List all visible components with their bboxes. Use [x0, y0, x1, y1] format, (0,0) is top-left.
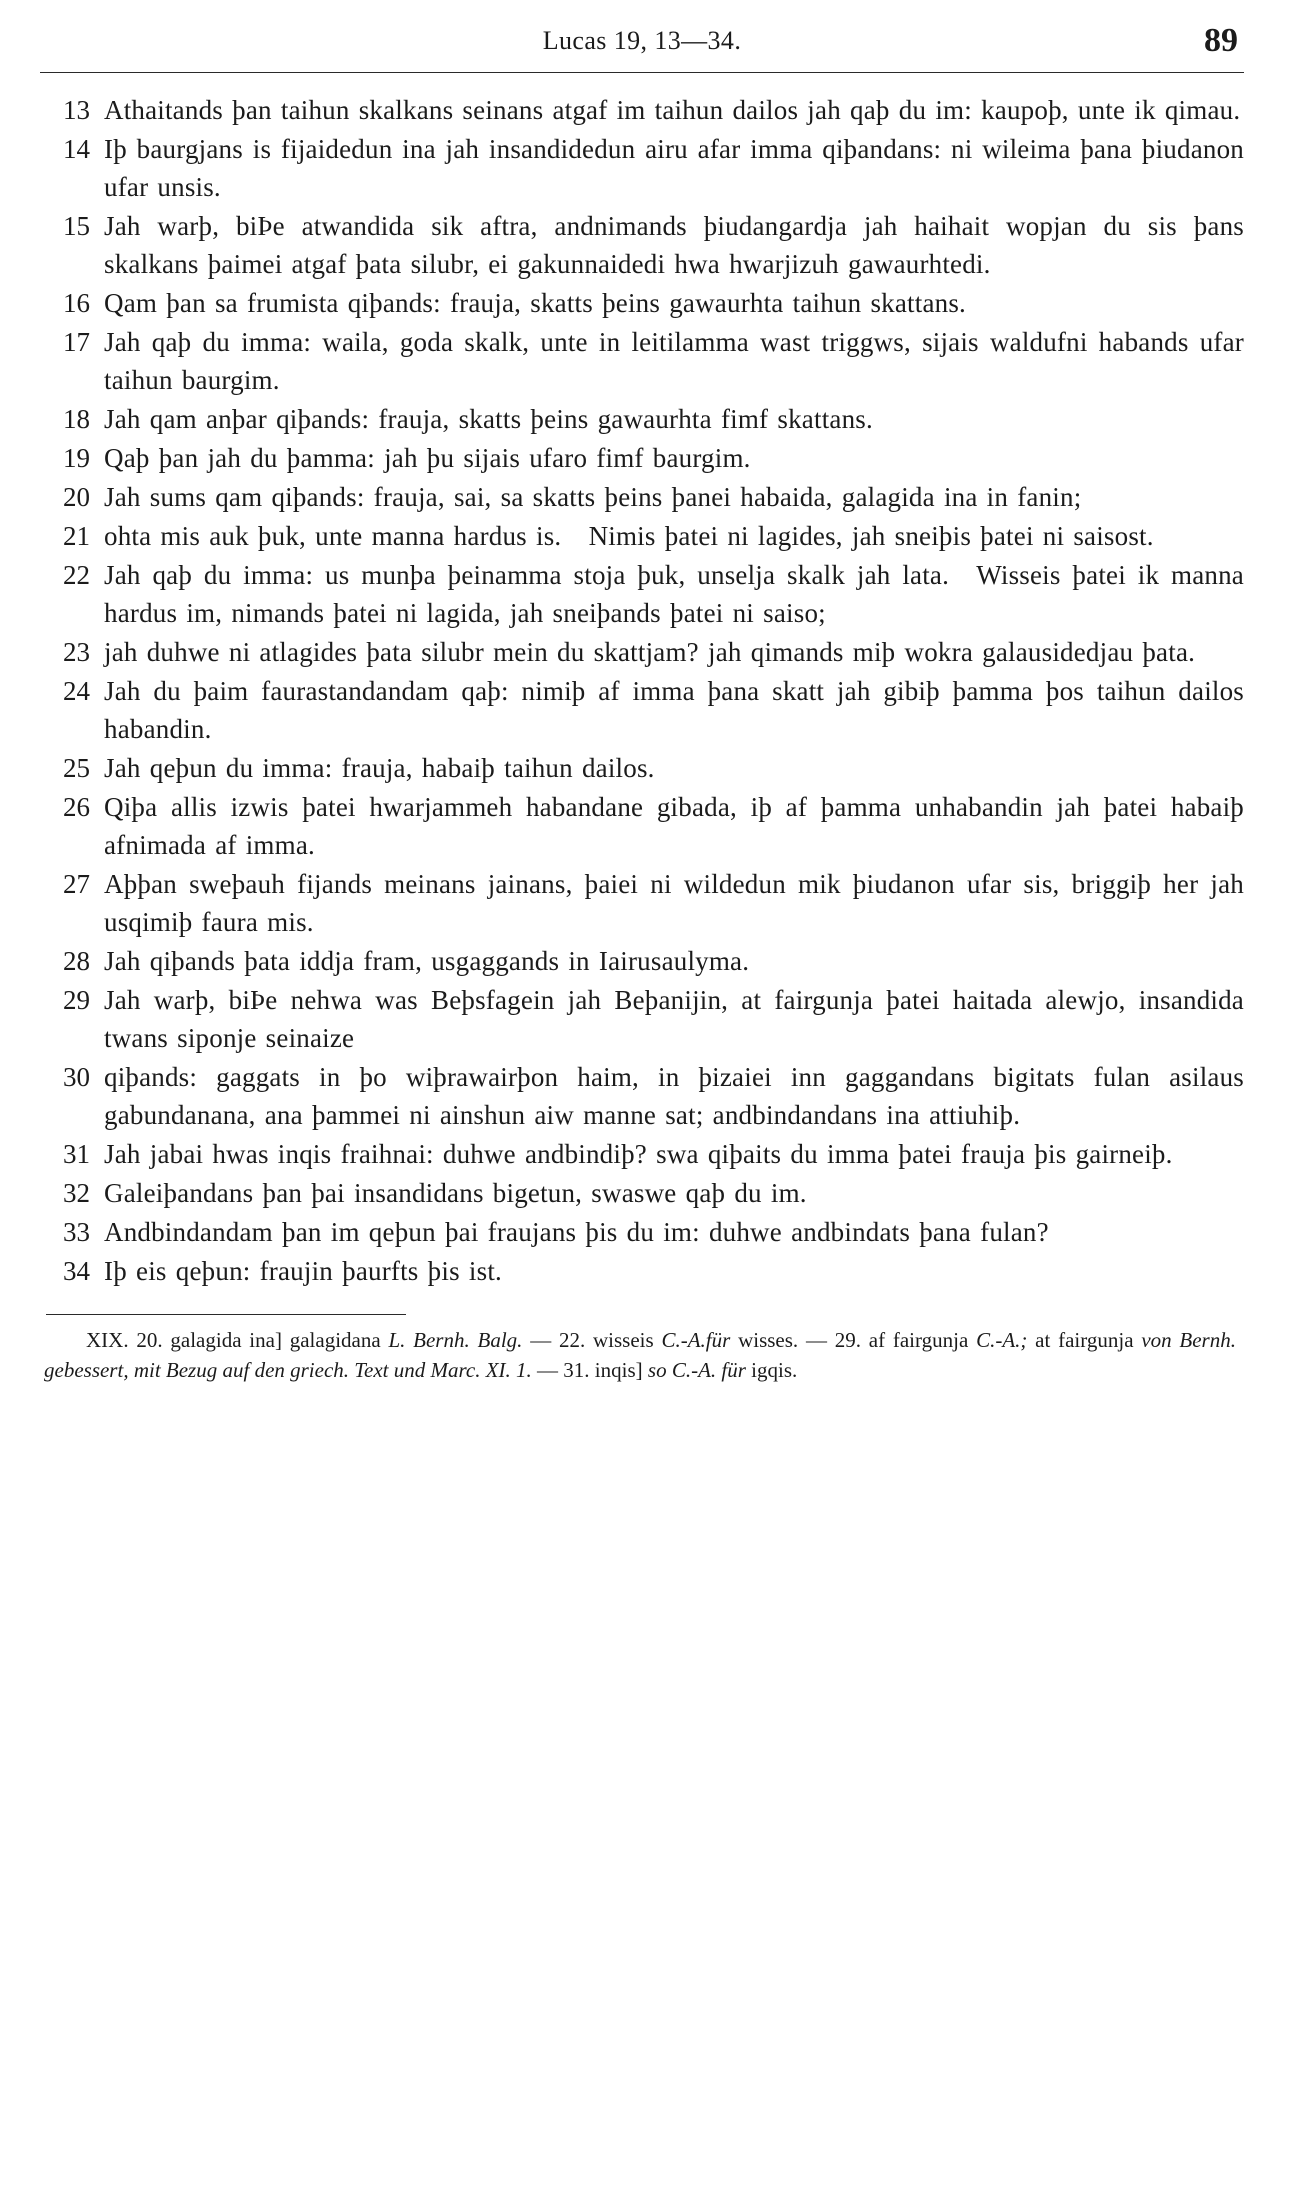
- verse-row: [44, 1213, 1244, 1251]
- footnote-text-4: at fairgunja: [1027, 1328, 1142, 1352]
- footnote-text-1: XIX. 20. galagida ina] galagidana: [86, 1328, 389, 1352]
- verse-text: qiþands: gaggats in þo wiþrawairþon haim, in þizaiei inn gaggandans bigitats fulan asilaus gabundanana, ana þammei ni ainshun aiw manne sat; andbindandans ina attiuhiþ.: [104, 1062, 1244, 1130]
- verse-number: 18: [63, 404, 90, 434]
- page-number: 89: [1204, 22, 1238, 59]
- footnote-italic-1: L. Bernh. Balg.: [388, 1328, 523, 1352]
- verse-row: [44, 788, 1244, 864]
- verse-row: [44, 130, 1244, 206]
- verse-text: Jah qeþun du imma: frauja, habaiþ taihun dailos.: [104, 753, 655, 783]
- page-header: [40, 22, 1244, 66]
- verse-text: Qaþ þan jah du þamma: jah þu sijais ufaro fimf baurgim.: [104, 443, 751, 473]
- verse-row: [44, 672, 1244, 748]
- verse-text: Qiþa allis izwis þatei hwarjammeh habandane gibada, iþ af þamma unhabandin jah þatei habaiþ afnimada af imma.: [104, 792, 1244, 860]
- verse-number: 16: [63, 288, 90, 318]
- verse-number: 28: [63, 946, 90, 976]
- verse-row: [44, 517, 1244, 555]
- footnote-italic-6: mit Bezug auf den griech. Text und Marc. XI. 1.: [133, 1358, 532, 1382]
- header-divider: [40, 72, 1244, 73]
- footnote-italic-3: für: [705, 1328, 731, 1352]
- verse-text: Qam þan sa frumista qiþands: frauja, skatts þeins gawaurhta taihun skattans.: [104, 288, 966, 318]
- footnote-text-2: — 22. wisseis: [522, 1328, 662, 1352]
- verse-number: 22: [63, 560, 90, 590]
- footnotes: [40, 1325, 1244, 1385]
- footnote-text-5: — 31. inqis]: [531, 1358, 648, 1382]
- verse-text: Jah qaþ du imma: us munþa þeinamma stoja þuk, unselja skalk jah lata. Wisseis þatei ik manna hardus im, nimands þatei ni lagida, jah sneiþands þatei ni saiso;: [104, 560, 1244, 628]
- verse-text: Jah sums qam qiþands: frauja, sai, sa skatts þeins þanei habaida, galagida ina in fanin;: [104, 482, 1082, 512]
- verse-number: 33: [63, 1217, 90, 1247]
- verse-text: Jah qiþands þata iddja fram, usgaggands in Iairusaulyma.: [104, 946, 750, 976]
- verse-text: Athaitands þan taihun skalkans seinans atgaf im taihun dailos jah qaþ du im: kaupoþ, unte ik qimau.: [104, 95, 1241, 125]
- verse-number: 23: [63, 637, 90, 667]
- verse-number: 30: [63, 1062, 90, 1092]
- verse-row: [44, 207, 1244, 283]
- verse-row: [44, 556, 1244, 632]
- verse-text: Aþþan sweþauh fijands meinans jainans, þaiei ni wildedun mik þiudanon ufar sis, briggiþ her jah usqimiþ faura mis.: [104, 869, 1244, 937]
- verse-row: [44, 942, 1244, 980]
- verse-text: ohta mis auk þuk, unte manna hardus is. Nimis þatei ni lagides, jah sneiþis þatei ni saisost.: [104, 521, 1154, 551]
- footnote-text-3: wisses. — 29. af fairgunja: [730, 1328, 977, 1352]
- verse-row: [44, 749, 1244, 787]
- verse-row: [44, 1174, 1244, 1212]
- verse-number: 32: [63, 1178, 90, 1208]
- verse-list: [40, 91, 1244, 1290]
- verse-row: [44, 1058, 1244, 1134]
- footnote-text-6: igqis.: [745, 1358, 798, 1382]
- verse-number: 24: [63, 676, 90, 706]
- verse-row: [44, 865, 1244, 941]
- verse-text: Andbindandam þan im qeþun þai fraujans þis du im: duhwe andbindats þana fulan?: [104, 1217, 1049, 1247]
- verse-row: [44, 981, 1244, 1057]
- footnote-italic-7: so C.-A.: [647, 1358, 717, 1382]
- verse-number: 26: [63, 792, 90, 822]
- verse-text: Jah warþ, biÞe nehwa was Beþsfagein jah Beþanijin, at fairgunja þatei haitada alewjo, insandida twans siponje seinaize: [104, 985, 1244, 1053]
- verse-row: [44, 633, 1244, 671]
- footnote-italic-4: C.-A.;: [976, 1328, 1028, 1352]
- verse-row: [44, 478, 1244, 516]
- verse-number: 29: [63, 985, 90, 1015]
- verse-text: Jah warþ, biÞe atwandida sik aftra, andnimands þiudangardja jah haihait wopjan du sis þans skalkans þaimei atgaf þata silubr, ei gakunnaidedi hwa hwarjizuh gawaurhtedi.: [104, 211, 1244, 279]
- verse-number: 17: [63, 327, 90, 357]
- verse-text: Jah qam anþar qiþands: frauja, skatts þeins gawaurhta fimf skattans.: [104, 404, 873, 434]
- verse-text: Jah du þaim faurastandandam qaþ: nimiþ af imma þana skatt jah gibiþ þamma þos taihun dailos habandin.: [104, 676, 1244, 744]
- verse-number: 20: [63, 482, 90, 512]
- running-title: Lucas 19, 13—34.: [542, 26, 742, 55]
- verse-number: 25: [63, 753, 90, 783]
- verse-row: [44, 1252, 1244, 1290]
- verse-text: Iþ baurgjans is fijaidedun ina jah insandidedun airu afar imma qiþandans: ni wileima þana þiudanon ufar unsis.: [104, 134, 1244, 202]
- verse-number: 14: [63, 134, 90, 164]
- verse-text: Jah qaþ du imma: waila, goda skalk, unte in leitilamma wast triggws, sijais waldufni habands ufar taihun baurgim.: [104, 327, 1244, 395]
- verse-row: [44, 323, 1244, 399]
- footnote-divider: [46, 1314, 406, 1315]
- verse-row: [44, 1135, 1244, 1173]
- verse-number: 31: [63, 1139, 90, 1169]
- verse-row: [44, 284, 1244, 322]
- footnote-italic-8: für: [721, 1358, 746, 1382]
- verse-number: 15: [63, 211, 90, 241]
- verse-number: 13: [63, 95, 90, 125]
- verse-row: [44, 439, 1244, 477]
- verse-number: 19: [63, 443, 90, 473]
- verse-text: Jah jabai hwas inqis fraihnai: duhwe andbindiþ? swa qiþaits du imma þatei frauja þis gairneiþ.: [104, 1139, 1173, 1169]
- verse-text: Galeiþandans þan þai insandidans bigetun, swaswe qaþ du im.: [104, 1178, 807, 1208]
- verse-number: 21: [63, 521, 90, 551]
- verse-text: Iþ eis qeþun: fraujin þaurfts þis ist.: [104, 1256, 502, 1286]
- verse-number: 27: [63, 869, 90, 899]
- verse-row: [44, 91, 1244, 129]
- footnote-italic-5: von Bernh. gebessert,: [44, 1328, 1236, 1382]
- verse-number: 34: [63, 1256, 90, 1286]
- verse-row: [44, 400, 1244, 438]
- footnote-italic-2: C.-A.: [661, 1328, 706, 1352]
- verse-text: jah duhwe ni atlagides þata silubr mein du skattjam? jah qimands miþ wokra galausidedjau þata.: [104, 637, 1196, 667]
